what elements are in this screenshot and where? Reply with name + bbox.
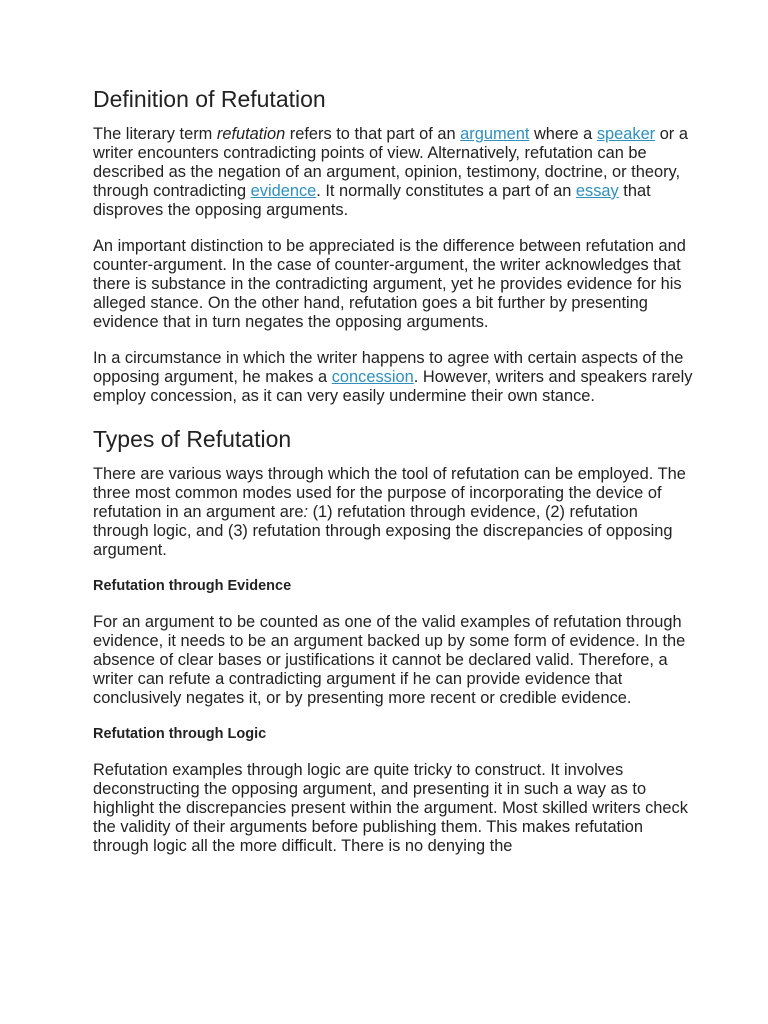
emphasis-colon: :: [303, 503, 309, 521]
link-evidence[interactable]: evidence: [250, 182, 317, 200]
subheading-evidence: Refutation through Evidence: [93, 578, 292, 594]
document-page: [93, 84, 693, 873]
text-run: where a: [529, 125, 597, 143]
section-heading-types: Types of Refutation: [93, 426, 292, 452]
emphasis-refutation: refutation: [216, 125, 286, 143]
text-run: (1) refutation through evidence, (2) refutation through logic, and (3) refutation through exposing the discrepancies of opposing argument.: [93, 503, 673, 559]
text-run: or a writer encounters contradicting points of view. Alternatively, refutation can be described as the negation of an argument, opinion, testimony, doctrine, or theory, through contradicting: [93, 125, 688, 200]
link-essay[interactable]: essay: [575, 182, 619, 200]
paragraph-distinction: An important distinction to be appreciated is the difference between refutation and counter-argument. In the case of counter-argument, the writer acknowledges that there is substance in the contradicting argument, yet he provides evidence for his alleged stance. On the other hand, refutation goes a bit further by presenting evidence that in turn negates the opposing arguments.: [93, 237, 686, 331]
text-run: that disproves the opposing arguments.: [93, 182, 651, 219]
text-run: In a circumstance in which the writer happens to agree with certain aspects of the opposing argument, he makes a: [93, 349, 684, 386]
link-speaker[interactable]: speaker: [596, 125, 656, 143]
link-argument[interactable]: argument: [460, 125, 530, 143]
paragraph-concession: [93, 349, 693, 406]
paragraph-types-intro: [93, 465, 693, 560]
subheading-logic: Refutation through Logic: [93, 726, 267, 742]
paragraph-definition: [93, 125, 693, 220]
text-run: . However, writers and speakers rarely employ concession, as it can very easily undermine their own stance.: [93, 368, 693, 405]
paragraph-logic: Refutation examples through logic are quite tricky to construct. It involves deconstructing the opposing argument, and presenting it in such a way as to highlight the discrepancies present within the argument. Most skilled writers check the validity of their arguments before publishing them. This makes refutation through logic all the more difficult. There is no denying the: [93, 761, 688, 855]
text-run: refers to that part of an: [285, 125, 461, 143]
text-run: There are various ways through which the tool of refutation can be employed. The three most common modes used for the purpose of incorporating the device of refutation in an argument are: [93, 465, 686, 521]
paragraph-evidence: For an argument to be counted as one of the valid examples of refutation through evidence, it needs to be an argument backed up by some form of evidence. In the absence of clear bases or justifications it cannot be declared valid. Therefore, a writer can refute a contradicting argument if he can provide evidence that conclusively negates it, or by presenting more recent or credible evidence.: [93, 613, 686, 707]
text-run: The literary term: [93, 125, 217, 143]
link-concession[interactable]: concession: [331, 368, 414, 386]
text-run: . It normally constitutes a part of an: [316, 182, 576, 200]
section-heading-definition: Definition of Refutation: [93, 86, 326, 112]
